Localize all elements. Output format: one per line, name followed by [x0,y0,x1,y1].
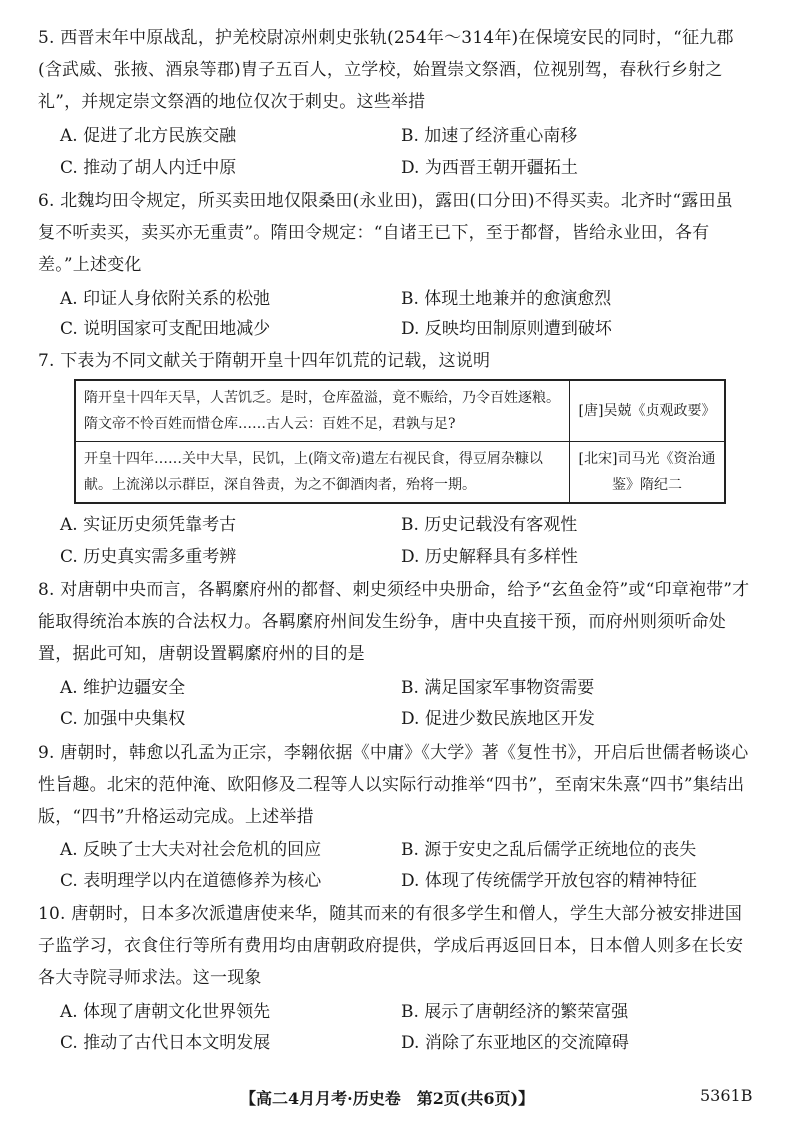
question-6-stem [38,185,750,281]
question-6-option-d: D. 反映均田制原则遭到破坏 [401,319,612,339]
question-10-option-b: B. 展示了唐朝经济的繁荣富强 [401,1002,629,1022]
question-9-stem [38,737,750,833]
footer-code: 5361B [700,1086,753,1105]
table-row [75,380,725,442]
question-7-option-c: C. 历史真实需多重考辨 [60,547,237,567]
question-5-text: 5. 西晋末年中原战乱，护羌校尉凉州刺史张轨(254年～314年)在保境安民的同时，“征九郡(含武威、张掖、酒泉等郡)胄子五百人，立学校，始置崇文祭酒，位视别驾，春秋行乡射之礼”，并规定崇文祭酒的地位仅次于刺史。这些举措 [38,28,734,112]
question-5-option-d: D. 为西晋王朝开疆拓土 [401,158,578,178]
question-5-option-c: C. 推动了胡人内迁中原 [60,158,237,178]
question-9-option-a: A. 反映了士大夫对社会危机的回应 [60,840,322,860]
table-cell-text: 隋开皇十四年天旱，人苦饥乏。是时，仓库盈溢，竟不赈给，乃令百姓逐粮。隋文帝不怜百姓而惜仓库……古人云：百姓不足，君孰与足? [75,380,570,442]
question-5-stem [38,22,750,118]
question-7-option-d: D. 历史解释具有多样性 [401,547,578,567]
question-7-text: 7. 下表为不同文献关于隋朝开皇十四年饥荒的记载，这说明 [38,351,491,371]
table-cell-source: [北宋]司马光《资治通鉴》隋纪二 [570,442,726,504]
question-10-text: 10. 唐朝时，日本多次派遣唐使来华，随其而来的有很多学生和僧人，学生大部分被安排进国子监学习，衣食住行等所有费用均由唐朝政府提供，学成后再返回日本，日本僧人则多在长安各大寺院寻师求法。这一现象 [38,904,744,988]
question-9-option-d: D. 体现了传统儒学开放包容的精神特征 [401,871,697,891]
question-9-option-c: C. 表明理学以内在道德修养为核心 [60,871,322,891]
question-8-option-c: C. 加强中央集权 [60,709,186,729]
question-8-text: 8. 对唐朝中央而言，各羁縻府州的都督、刺史须经中央册命，给予“玄鱼金符”或“印章袍带”才能取得统治本族的合法权力。各羁縻府州间发生纷争，唐中央直接干预，而府州则须听命处置，据此可知，唐朝设置羁縻府州的目的是 [38,580,750,664]
question-7-option-a: A. 实证历史须凭靠考古 [60,515,237,535]
question-5-option-a: A. 促进了北方民族交融 [60,126,237,146]
question-7-option-b: B. 历史记载没有客观性 [401,515,578,535]
question-9-option-b: B. 源于安史之乱后儒学正统地位的丧失 [401,840,697,860]
question-10-option-c: C. 推动了古代日本文明发展 [60,1033,271,1053]
footer-title: 【高二4月月考·历史卷 第2页(共6页)】 [240,1089,535,1108]
question-6-option-a: A. 印证人身依附关系的松弛 [60,289,271,309]
table-cell-source: [唐]吴兢《贞观政要》 [570,380,726,442]
question-7-stem [38,345,750,377]
question-8-option-d: D. 促进少数民族地区开发 [401,709,595,729]
question-10-option-a: A. 体现了唐朝文化世界领先 [60,1002,271,1022]
question-6-option-b: B. 体现土地兼并的愈演愈烈 [401,289,612,309]
question-8-stem [38,574,750,670]
question-10-option-d: D. 消除了东亚地区的交流障碍 [401,1033,629,1053]
table-cell-text: 开皇十四年……关中大旱，民饥，上(隋文帝)遣左右视民食，得豆屑杂糠以献。上流涕以示群臣，深自咎责，为之不御酒肉者，殆将一期。 [75,442,570,504]
question-6-option-c: C. 说明国家可支配田地减少 [60,319,271,339]
question-9-text: 9. 唐朝时，韩愈以孔孟为正宗，李翱依据《中庸》《大学》著《复性书》，开启后世儒者畅谈心性旨趣。北宋的范仲淹、欧阳修及二程等人以实际行动推举“四书”，至南宋朱熹“四书”集结出版，“四书”升格运动完成。上述举措 [38,743,749,827]
question-10-stem [38,898,750,994]
question-7-table [74,379,726,504]
question-8-option-b: B. 满足国家军事物资需要 [401,678,595,698]
question-5-option-b: B. 加速了经济重心南移 [401,126,578,146]
question-6-text: 6. 北魏均田令规定，所买卖田地仅限桑田(永业田)，露田(口分田)不得买卖。北齐时“露田虽复不听卖买，卖买亦无重责”。隋田令规定：“自诸王已下，至于都督，皆给永业田，各有差。”上述变化 [38,191,733,275]
table-row [75,442,725,504]
question-8-option-a: A. 维护边疆安全 [60,678,186,698]
